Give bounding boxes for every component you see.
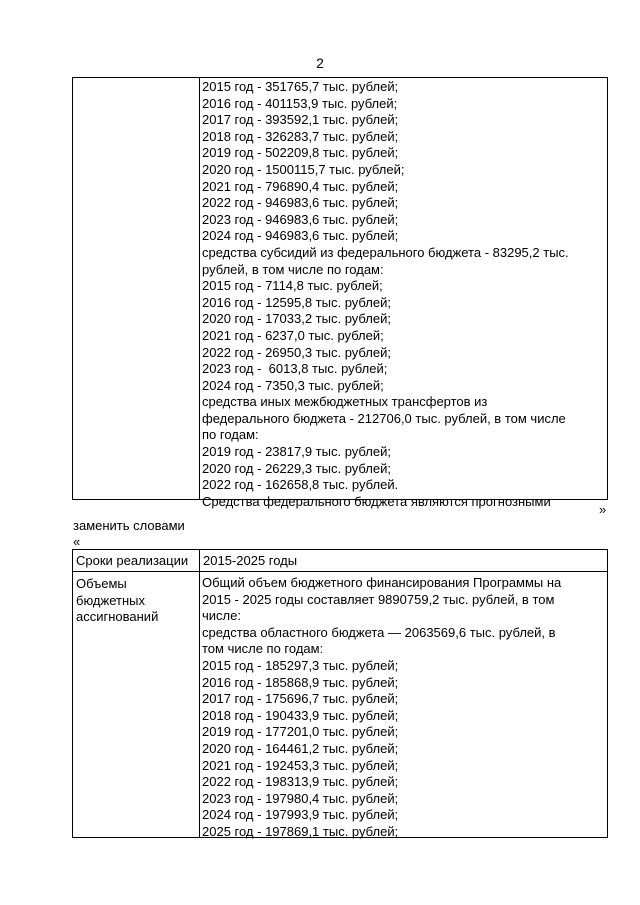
text-line: 2016 год - 12595,8 тыс. рублей; bbox=[202, 294, 391, 310]
funding-table-new bbox=[72, 549, 608, 838]
text-line: 2018 год - 190433,9 тыс. рублей; bbox=[202, 707, 399, 723]
text-line: 2023 год - 197980,4 тыс. рублей; bbox=[202, 790, 399, 806]
text-line: 2024 год - 197993,9 тыс. рублей; bbox=[202, 807, 399, 823]
closing-quote: » bbox=[599, 502, 607, 517]
text-line: Средства федерального бюджета являются прогнозными bbox=[202, 493, 551, 509]
text-line: 2016 год - 401153,9 тыс. рублей; bbox=[202, 95, 398, 111]
text-line: 2022 год - 946983,6 тыс. рублей; bbox=[202, 195, 399, 211]
text-line: 2023 год - 946983,6 тыс. рублей; bbox=[202, 211, 399, 227]
opening-quote: « bbox=[73, 534, 81, 549]
funding-text-cell bbox=[202, 79, 569, 510]
text-line: 2022 год - 162658,8 тыс. рублей. bbox=[202, 477, 399, 493]
volume-label: Объемы бюджетных ассигнований bbox=[76, 576, 159, 625]
text-line: рублей, в том числе по годам: bbox=[202, 261, 384, 277]
text-line: 2020 год - 26229,3 тыс. рублей; bbox=[202, 460, 391, 476]
text-line: федерального бюджета - 212706,0 тыс. рублей, в том числе bbox=[202, 410, 566, 426]
text-line: 2024 год - 946983,6 тыс. рублей; bbox=[202, 228, 399, 244]
text-line: по годам: bbox=[202, 427, 259, 443]
text-line: средства областного бюджета — 2063569,6 тыс. рублей, в bbox=[202, 624, 556, 640]
funding-text-cell bbox=[202, 575, 561, 841]
text-line: 2021 год - 796890,4 тыс. рублей; bbox=[202, 178, 399, 194]
text-line: 2024 год - 7350,3 тыс. рублей; bbox=[202, 377, 384, 393]
text-line: 2021 год - 192453,3 тыс. рублей; bbox=[202, 757, 399, 773]
text-line: 2021 год - 6237,0 тыс. рублей; bbox=[202, 327, 384, 343]
text-line: 2019 год - 23817,9 тыс. рублей; bbox=[202, 444, 391, 460]
text-line: 2023 год - 6013,8 тыс. рублей; bbox=[202, 361, 388, 377]
text-line: средства субсидий из федерального бюджета - 83295,2 тыс. bbox=[202, 244, 569, 260]
text-line: 2017 год - 175696,7 тыс. рублей; bbox=[202, 691, 399, 707]
text-line: 2025 год - 197869,1 тыс. рублей; bbox=[202, 823, 399, 839]
text-line: 2018 год - 326283,7 тыс. рублей; bbox=[202, 128, 399, 144]
text-line: том числе по годам: bbox=[202, 641, 324, 657]
text-line: числе: bbox=[202, 608, 241, 624]
text-line: 2016 год - 185868,9 тыс. рублей; bbox=[202, 674, 399, 690]
text-line: Общий объем бюджетного финансирования Программы на bbox=[202, 575, 562, 590]
text-line: 2020 год - 17033,2 тыс. рублей; bbox=[202, 311, 391, 327]
text-line: 2015 год - 351765,7 тыс. рублей; bbox=[202, 79, 399, 94]
text-line: 2015 - 2025 годы составляет 9890759,2 тыс. рублей, в том bbox=[202, 591, 555, 607]
text-line: 2022 год - 26950,3 тыс. рублей; bbox=[202, 344, 391, 360]
text-line: 2019 год - 177201,0 тыс. рублей; bbox=[202, 724, 399, 740]
text-line: 2015 год - 185297,3 тыс. рублей; bbox=[202, 657, 399, 673]
text-line: средства иных межбюджетных трансфертов из bbox=[202, 394, 488, 410]
text-line: 2022 год - 198313,9 тыс. рублей; bbox=[202, 774, 399, 790]
text-line: 2020 год - 164461,2 тыс. рублей; bbox=[202, 740, 399, 756]
text-line: 2019 год - 502209,8 тыс. рублей; bbox=[202, 145, 399, 161]
term-value: 2015-2025 годы bbox=[203, 553, 298, 568]
replace-instruction: заменить словами bbox=[73, 518, 185, 533]
text-line: 2017 год - 393592,1 тыс. рублей; bbox=[202, 112, 399, 128]
funding-table-old bbox=[72, 77, 608, 509]
text-line: 2020 год - 1500115,7 тыс. рублей; bbox=[202, 161, 405, 177]
row-divider bbox=[73, 571, 607, 572]
table-left-column bbox=[73, 78, 200, 499]
term-label: Сроки реализации bbox=[76, 553, 189, 568]
page-number: 2 bbox=[316, 55, 324, 71]
text-line: 2015 год - 7114,8 тыс. рублей; bbox=[202, 278, 383, 294]
